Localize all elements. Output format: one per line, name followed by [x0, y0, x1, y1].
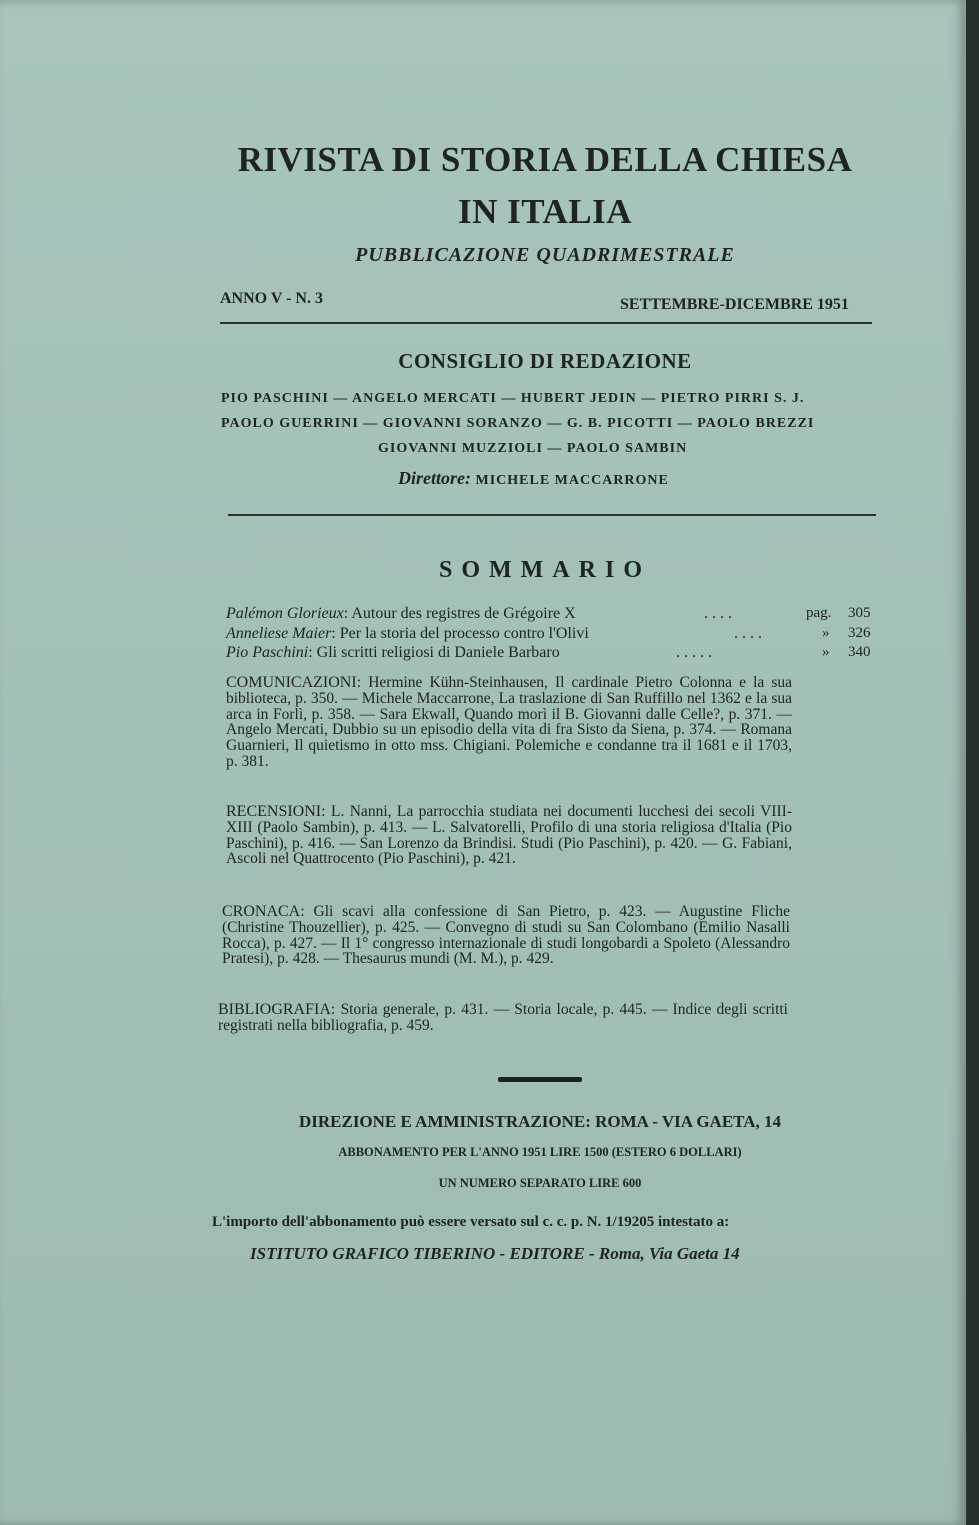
section-label: COMUNICAZIONI:: [226, 674, 362, 691]
director-label: Direttore:: [398, 468, 471, 488]
journal-title-line1: RIVISTA DI STORIA DELLA CHIESA: [237, 140, 853, 179]
issue-period: SETTEMBRE-DICEMBRE 1951: [620, 296, 849, 313]
section-label: BIBLIOGRAFIA:: [218, 1001, 336, 1018]
journal-subtitle: PUBBLICAZIONE QUADRIMESTRALE: [355, 244, 735, 266]
journal-title: [150, 134, 940, 238]
section-cronaca: [222, 904, 790, 967]
director: [398, 468, 669, 489]
footer-publisher: ISTITUTO GRAFICO TIBERINO - EDITORE - Roma, Via Gaeta 14: [250, 1244, 740, 1263]
article-title: : Gli scritti religiosi di Daniele Barbaro: [308, 644, 560, 661]
article-author: Anneliese Maier: [226, 625, 332, 642]
section-text: L. Nanni, La parrocchia studiata nei documenti lucchesi dei secoli VIII-XIII (Paolo Sambin), p. 413. — L. Salvatorelli, Profilo di una storia religiosa d'Italia (Pio Paschini), p. 416. — San Lorenzo da Brindisi. Studi (Pio Paschini), p. 420. — G. Fabiani, Ascoli nel Quattrocento (Pio Paschini), p. 421.: [226, 803, 792, 868]
footer-subscription: ABBONAMENTO PER L'ANNO 1951 LIRE 1500 (ESTERO 6 DOLLARI): [338, 1145, 742, 1159]
article-author: Pio Paschini: [226, 644, 309, 661]
section-text: Storia generale, p. 431. — Storia locale, p. 445. — Indice degli scritti registrati nella bibliografia, p. 459.: [218, 1001, 788, 1034]
issue-number: ANNO V - N. 3: [220, 290, 323, 307]
article-dots: . . . . .: [676, 644, 712, 661]
council-members-line2: PAOLO GUERRINI — GIOVANNI SORANZO — G. B. PICOTTI — PAOLO BREZZI: [221, 416, 815, 431]
divider-ornament: [498, 1077, 582, 1082]
article-author: Palémon Glorieux: [226, 605, 344, 622]
toc-article-3: [226, 644, 876, 662]
article-page: 340: [848, 644, 871, 660]
journal-title-line2: IN ITALIA: [457, 192, 633, 231]
article-page-prefix: »: [822, 625, 830, 641]
toc-article-1: [226, 605, 876, 623]
header-rule: [220, 322, 872, 324]
article-page-prefix: »: [822, 644, 830, 660]
council-members-line1: PIO PASCHINI — ANGELO MERCATI — HUBERT JEDIN — PIETRO PIRRI S. J.: [221, 391, 805, 406]
article-dots: . . . .: [734, 625, 762, 642]
article-title: : Autour des registres de Grégoire X: [343, 605, 576, 622]
section-label: CRONACA:: [222, 903, 305, 920]
article-page: 305: [848, 605, 871, 621]
section-bibliografia: [218, 1002, 788, 1034]
toc-article-2: [226, 625, 876, 643]
section-label: RECENSIONI:: [226, 803, 326, 820]
article-page: 326: [848, 625, 871, 641]
director-name: MICHELE MACCARRONE: [475, 473, 669, 488]
section-comunicazioni: [226, 675, 792, 770]
council-heading: CONSIGLIO DI REDAZIONE: [398, 349, 692, 373]
footer-payment-note: L'importo dell'abbonamento può essere versato sul c. c. p. N. 1/19205 intestato a:: [212, 1214, 730, 1230]
council-members-line3: GIOVANNI MUZZIOLI — PAOLO SAMBIN: [378, 441, 688, 456]
council-rule: [228, 514, 876, 516]
section-text: Hermine Kühn-Steinhausen, Il cardinale Pietro Colonna e la sua biblioteca, p. 350. — Michele Maccarrone, La traslazione di San Ruffillo nel 1362 e la sua arca in Forlì, p. 358. — Sara Ekwall, Quando morì il B. Giovanni dalle Celle?, p. 371. — Angelo Mercati, Dubbio su un episodio della vita di fra Sisto da Siena, p. 374. — Romana Guarnieri, Il quietismo in otto mss. Chigiani. Polemiche e condanne tra il 1681 e il 1703, p. 381.: [226, 674, 793, 770]
article-dots: . . . .: [704, 605, 732, 622]
footer-single-issue: UN NUMERO SEPARATO LIRE 600: [438, 1176, 642, 1190]
article-page-prefix: pag.: [806, 605, 832, 621]
article-title: : Per la storia del processo contro l'Olivi: [331, 625, 589, 642]
sommario-heading: SOMMARIO: [439, 557, 651, 583]
footer-address: DIREZIONE E AMMINISTRAZIONE: ROMA - VIA GAETA, 14: [298, 1112, 782, 1131]
section-text: Gli scavi alla confessione di San Pietro, p. 423. — Augustine Fliche (Christine Thouzellier), p. 425. — Convegno di studi su San Colombano (Emilio Nasalli Rocca), p. 427. — Il 1° congresso internazionale di studi longobardi a Spoleto (Alessandro Pratesi), p. 428. — Thesaurus mundi (M. M.), p. 429.: [222, 903, 790, 968]
section-recensioni: [226, 804, 792, 867]
